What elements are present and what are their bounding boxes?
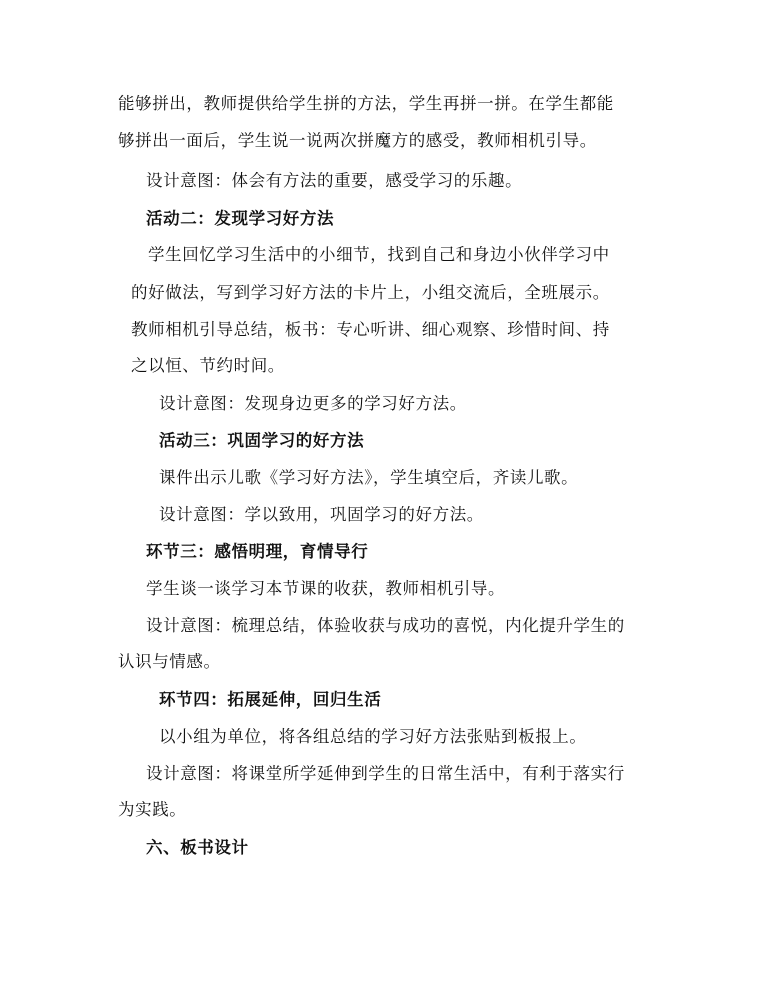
text-line: 学生回忆学习生活中的小细节，找到自己和身边小伙伴学习中 [148,245,610,264]
design-intent-line: 设计意图：梳理总结，体验收获与成功的喜悦，内化提升学生的 [146,616,625,635]
section-heading: 环节三：感悟明理，育情导行 [146,542,369,561]
text-line: 之以恒、节约时间。 [131,356,285,375]
section-heading: 六、板书设计 [146,838,249,857]
text-line: 能够拼出，教师提供给学生拼的方法，学生再拼一拼。在学生都能 [118,94,614,113]
text-line: 为实践。 [118,800,187,819]
text-line: 以小组为单位，将各组总结的学习好方法张贴到板报上。 [159,727,587,746]
design-intent-line: 设计意图：将课堂所学延伸到学生的日常生活中，有利于落实行 [146,764,625,783]
activity-heading: 活动三：巩固学习的好方法 [159,431,365,450]
activity-heading: 活动二：发现学习好方法 [146,209,335,228]
design-intent-line: 设计意图：体会有方法的重要，感受学习的乐趣。 [146,171,523,190]
text-line: 够拼出一面后，学生说一说两次拼魔方的感受，教师相机引导。 [118,131,597,150]
text-line: 认识与情感。 [118,652,221,671]
design-intent-line: 设计意图：发现身边更多的学习好方法。 [159,394,467,413]
section-heading: 环节四：拓展延伸，回归生活 [159,690,382,709]
text-line: 教师相机引导总结，板书：专心听讲、细心观察、珍惜时间、持 [131,320,610,339]
design-intent-line: 设计意图：学以致用，巩固学习的好方法。 [159,505,484,524]
text-line: 的好做法，写到学习好方法的卡片上，小组交流后，全班展示。 [131,283,610,302]
text-line: 学生谈一谈学习本节课的收获，教师相机引导。 [146,579,506,598]
text-line: 课件出示儿歌《学习好方法》，学生填空后，齐读儿歌。 [159,468,579,487]
